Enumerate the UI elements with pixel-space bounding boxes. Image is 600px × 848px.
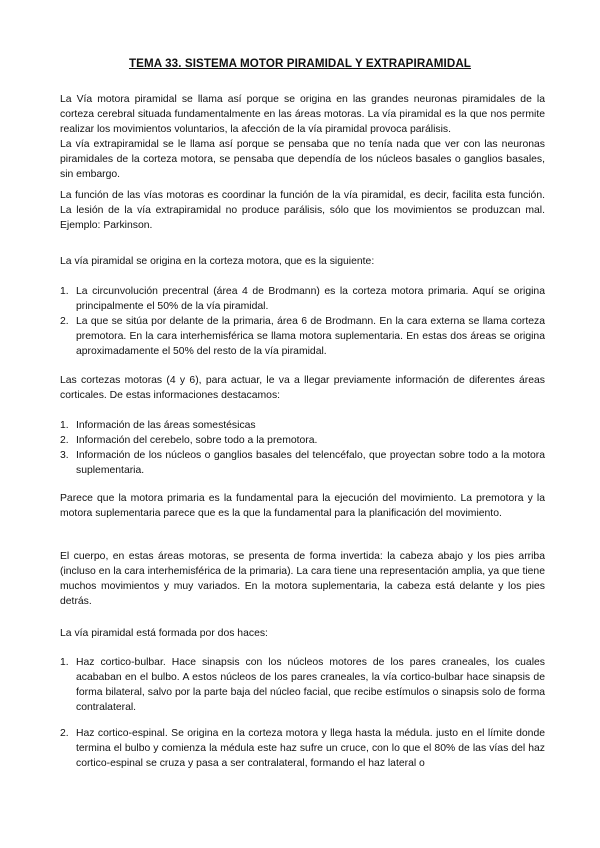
paragraph-cortex-info: Las cortezas motoras (4 y 6), para actuar, le va a llegar previamente información de diferentes áreas corticales. De estas informaciones destacamos:: [60, 375, 545, 401]
list-item: 1. Haz cortico-bulbar. Hace sinapsis con los núcleos motores de los pares craneales, los cuales acababan en el bulbo. A estos núcleos de los pares craneales, la vía cortico-bulbar hace sinapsis de forma bilateral, salvo por la parte baja del núcleo facial, que recibe estímulos o sinapsis solo de forma contralateral.: [60, 657, 545, 713]
tract-list-1: [60, 655, 545, 715]
list-item: 1. La circunvolución precentral (área 4 de Brodmann) es la corteza motora primaria. Aquí se origina principalmente el 50% de la vía piramidal.: [60, 286, 545, 312]
paragraph-origin: La vía piramidal se origina en la corteza motora, que es la siguiente:: [60, 256, 375, 267]
tracts-section: [60, 626, 545, 641]
origin-section: [60, 254, 545, 269]
motor-role-section: [60, 491, 545, 521]
list-item: 2. La que se sitúa por delante de la primaria, área 6 de Brodmann. En la cara externa se llama corteza premotora. En la cara interhemisférica se llama motora suplementaria. En estas dos áreas se origina aproximadamente el 50% del resto de la vía piramidal.: [60, 316, 545, 357]
paragraph-tracts: La vía piramidal está formada por dos haces:: [60, 628, 268, 639]
origin-list: [60, 284, 545, 359]
list-item: 2. Haz cortico-espinal. Se origina en la corteza motora y llega hasta la médula. justo en el límite donde termina el bulbo y comienza la médula este haz sufre un cruce, con lo que el 80% de las vías del haz cortico-espinal se cruza y pasa a ser contralateral, formando el haz lateral o: [60, 728, 545, 769]
intro-section: [60, 92, 545, 182]
list-item: 3. Información de los núcleos o ganglios basales del telencéfalo, que proyectan sobre todo a la motora suplementaria.: [60, 450, 545, 476]
cortex-info-section: [60, 373, 545, 403]
paragraph-piramidal: La Vía motora piramidal se llama así porque se origina en las grandes neuronas piramidales de la corteza cerebral situada fundamentalmente en las áreas motoras. La vía piramidal es la que nos permite realizar los movimientos voluntarios, la afección de la vía piramidal provoca parálisis.: [60, 94, 545, 135]
list-item: 1. Información de las áreas somestésicas: [60, 420, 256, 431]
body-map-section: [60, 549, 545, 609]
document-title: TEMA 33. SISTEMA MOTOR PIRAMIDAL Y EXTRAPIRAMIDAL: [128, 57, 471, 70]
function-section: [60, 188, 545, 233]
paragraph-motor-role: Parece que la motora primaria es la fundamental para la ejecución del movimiento. La premotora y la motora suplementaria parece que es la que la fundamental para la planificación del movimiento.: [60, 493, 545, 519]
info-list: [60, 418, 545, 478]
paragraph-body-map: El cuerpo, en estas áreas motoras, se presenta de forma invertida: la cabeza abajo y los pies arriba (incluso en la cara interhemisférica de la primaria). La cara tiene una representación amplia, ya que tiene muchos movimientos y muy variados. En la motora suplementaria, la cabeza está delante y los pies detrás.: [60, 551, 545, 607]
tract-list-2: [60, 726, 545, 771]
paragraph-function: La función de las vías motoras es coordinar la función de la vía piramidal, es decir, facilita esta función. La lesión de la vía extrapiramidal no produce parálisis, sólo que los movimientos se produzcan mal. Ejemplo: Parkinson.: [60, 190, 545, 231]
list-item: 2. Información del cerebelo, sobre todo a la premotora.: [60, 435, 318, 446]
paragraph-extrapiramidal: La vía extrapiramidal se le llama así porque se pensaba que no tenía nada que ver con las neuronas piramidales de la corteza motora, se pensaba que dependía de los núcleos basales o ganglios basales, sin embargo.: [60, 139, 545, 180]
